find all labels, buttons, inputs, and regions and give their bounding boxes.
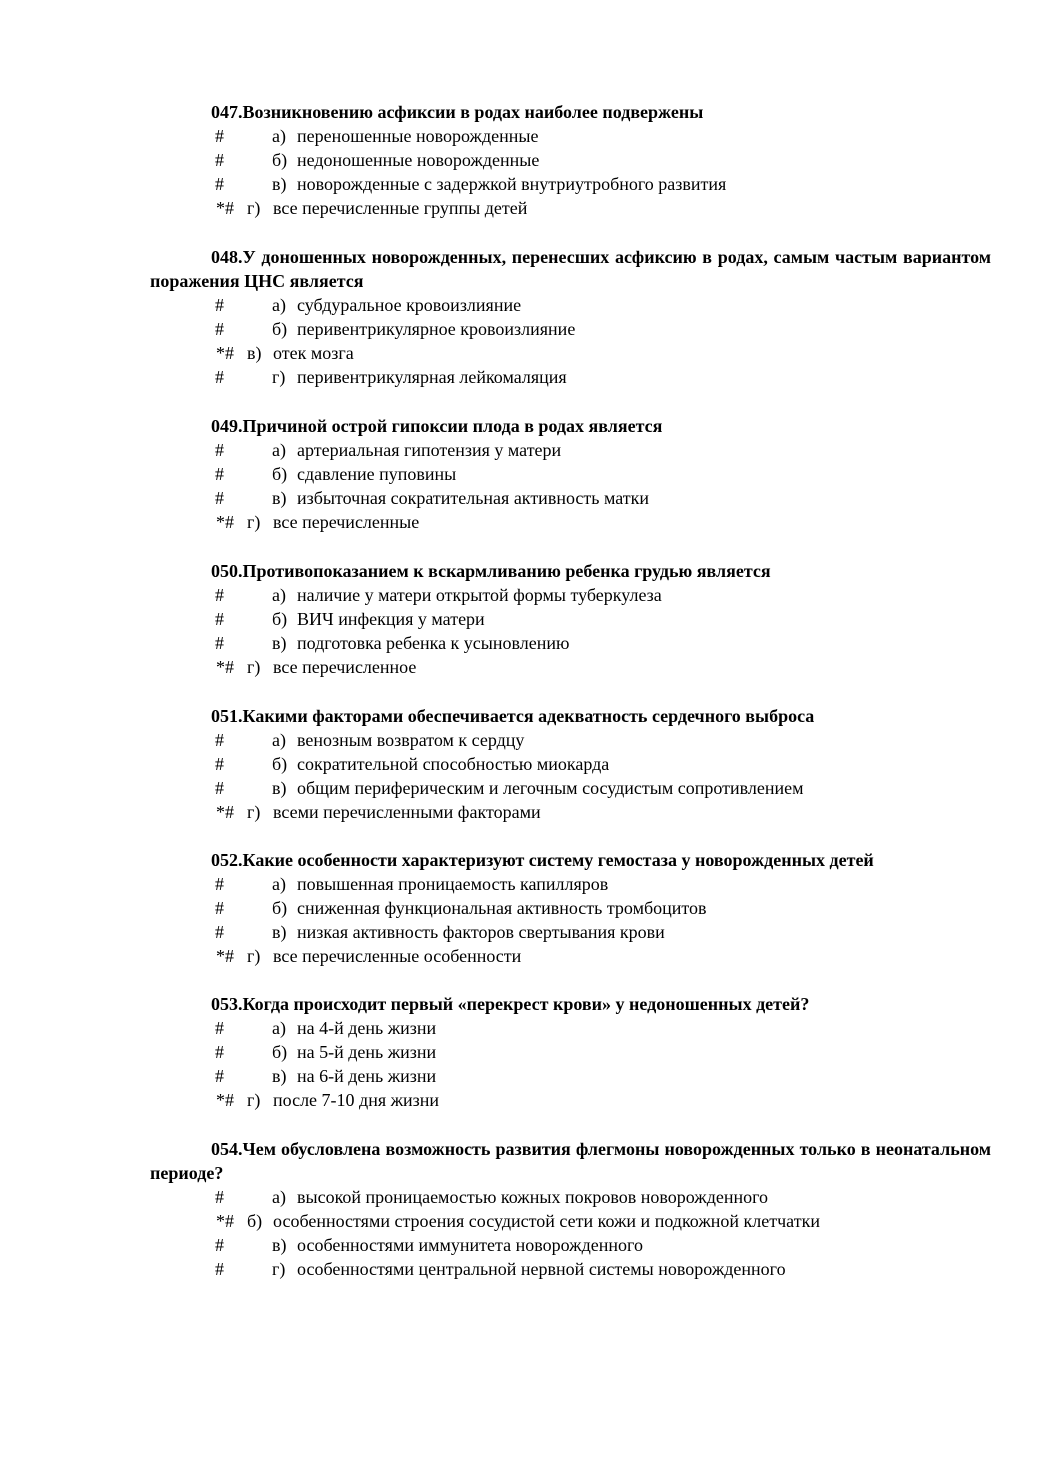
option-text: сдавление пуповины (297, 464, 457, 484)
correct-marker: *# (216, 343, 234, 363)
answer-option-g-correct (0, 800, 1039, 824)
option-marker: # (215, 1066, 224, 1086)
option-text: особенностями иммунитета новорожденного (297, 1235, 643, 1255)
question-number: 050. (211, 561, 243, 581)
option-letter: г) (247, 198, 261, 218)
answer-option-g-correct (0, 510, 1039, 534)
option-marker: # (215, 754, 224, 774)
question-text: Какие особенности характеризуют систему гемостаза у новорожденных детей (242, 850, 874, 870)
option-letter: г) (272, 1259, 286, 1279)
option-text: недоношенные новорожденные (297, 150, 540, 170)
question-title (150, 1137, 991, 1185)
answer-option-g-correct (0, 1088, 1039, 1112)
answer-option-g (0, 1257, 1039, 1281)
option-marker: # (215, 874, 224, 894)
question-053 (0, 992, 1039, 1112)
answer-option-a (0, 1016, 1039, 1040)
option-marker: # (215, 1042, 224, 1062)
question-title (150, 559, 991, 583)
answer-option-a (0, 583, 1039, 607)
answer-option-a (0, 124, 1039, 148)
answer-option-b-correct (0, 1209, 1039, 1233)
question-number: 047. (211, 102, 243, 122)
option-letter: г) (247, 802, 261, 822)
option-text: всеми перечисленными факторами (273, 802, 541, 822)
question-052 (0, 848, 1039, 968)
option-letter: в) (272, 778, 287, 798)
option-text: субдуральное кровоизлияние (297, 295, 522, 315)
correct-marker: *# (216, 802, 234, 822)
answer-option-a (0, 728, 1039, 752)
option-letter: в) (272, 488, 287, 508)
option-letter: а) (272, 585, 286, 605)
option-marker: # (215, 150, 224, 170)
question-text: Когда происходит первый «перекрест крови» у недоношенных детей? (242, 994, 810, 1014)
option-text: перивентрикулярная лейкомаляция (297, 367, 567, 387)
option-text: повышенная проницаемость капилляров (297, 874, 609, 894)
option-marker: # (215, 1018, 224, 1038)
question-050 (0, 559, 1039, 679)
answer-option-a (0, 1185, 1039, 1209)
question-title (150, 848, 991, 872)
option-letter: в) (272, 1066, 287, 1086)
answer-option-g-correct (0, 944, 1039, 968)
option-marker: # (215, 319, 224, 339)
answer-option-g-correct (0, 196, 1039, 220)
answer-options (0, 293, 1039, 389)
option-letter: а) (272, 730, 286, 750)
answer-option-b (0, 896, 1039, 920)
answer-option-g-correct (0, 655, 1039, 679)
option-text: переношенные новорожденные (297, 126, 539, 146)
answer-options (0, 583, 1039, 679)
option-text: все перечисленные группы детей (273, 198, 528, 218)
option-text: новорожденные с задержкой внутриутробного развития (297, 174, 727, 194)
option-marker: # (215, 585, 224, 605)
question-text: Противопоказанием к вскармливанию ребенка грудью является (242, 561, 771, 581)
option-letter: а) (272, 874, 286, 894)
option-text: избыточная сократительная активность матки (297, 488, 649, 508)
correct-marker: *# (216, 198, 234, 218)
question-title (150, 245, 991, 293)
option-marker: # (215, 898, 224, 918)
option-text: перивентрикулярное кровоизлияние (297, 319, 576, 339)
question-number: 049. (211, 416, 243, 436)
answer-option-v (0, 1064, 1039, 1088)
answer-option-b (0, 317, 1039, 341)
answer-options (0, 728, 1039, 824)
answer-option-v (0, 486, 1039, 510)
answer-option-a (0, 293, 1039, 317)
option-marker: # (215, 730, 224, 750)
option-text: на 5-й день жизни (297, 1042, 437, 1062)
question-title (150, 414, 991, 438)
option-marker: # (215, 1187, 224, 1207)
question-title (150, 100, 991, 124)
question-text: Возникновению асфиксии в родах наиболее подвержены (242, 102, 704, 122)
option-letter: в) (272, 1235, 287, 1255)
answer-option-b (0, 607, 1039, 631)
question-054 (0, 1137, 1039, 1281)
option-letter: г) (247, 512, 261, 532)
question-text: Чем обусловлена возможность развития флегмоны новорожденных только в неонатальном периоде? (150, 1139, 991, 1183)
option-text: все перечисленное (273, 657, 417, 677)
answer-options (0, 438, 1039, 534)
option-marker: # (215, 609, 224, 629)
correct-marker: *# (216, 1211, 234, 1231)
option-text: после 7-10 дня жизни (273, 1090, 440, 1110)
answer-options (0, 1185, 1039, 1281)
option-text: подготовка ребенка к усыновлению (297, 633, 570, 653)
option-text: особенностями центральной нервной системы новорожденного (297, 1259, 786, 1279)
option-letter: а) (272, 440, 286, 460)
correct-marker: *# (216, 1090, 234, 1110)
answer-option-b (0, 148, 1039, 172)
option-letter: а) (272, 126, 286, 146)
option-letter: в) (272, 174, 287, 194)
option-marker: # (215, 367, 224, 387)
question-text: Причиной острой гипоксии плода в родах является (242, 416, 663, 436)
answer-option-b (0, 1040, 1039, 1064)
question-047 (0, 100, 1039, 220)
option-text: высокой проницаемостью кожных покровов новорожденного (297, 1187, 769, 1207)
correct-marker: *# (216, 946, 234, 966)
answer-option-b (0, 462, 1039, 486)
option-letter: г) (272, 367, 286, 387)
option-letter: г) (247, 657, 261, 677)
option-marker: # (215, 633, 224, 653)
answer-option-a (0, 872, 1039, 896)
answer-option-v (0, 631, 1039, 655)
option-letter: в) (272, 633, 287, 653)
option-text: отек мозга (273, 343, 354, 363)
option-marker: # (215, 922, 224, 942)
option-marker: # (215, 1235, 224, 1255)
option-text: общим периферическим и легочным сосудистым сопротивлением (297, 778, 804, 798)
question-number: 051. (211, 706, 243, 726)
option-letter: г) (247, 946, 261, 966)
option-text: сократительной способностью миокарда (297, 754, 610, 774)
answer-options (0, 872, 1039, 968)
option-text: все перечисленные особенности (273, 946, 522, 966)
option-marker: # (215, 440, 224, 460)
option-letter: а) (272, 1187, 286, 1207)
option-text: наличие у матери открытой формы туберкулеза (297, 585, 662, 605)
question-title (150, 992, 991, 1016)
option-marker: # (215, 174, 224, 194)
option-text: сниженная функциональная активность тромбоцитов (297, 898, 707, 918)
option-letter: б) (272, 464, 288, 484)
question-number: 048. (211, 247, 243, 267)
question-051 (0, 704, 1039, 824)
option-text: низкая активность факторов свертывания крови (297, 922, 665, 942)
question-title (150, 704, 991, 728)
option-letter: б) (247, 1211, 263, 1231)
option-marker: # (215, 1259, 224, 1279)
option-letter: б) (272, 150, 288, 170)
answer-option-v-correct (0, 341, 1039, 365)
answer-option-b (0, 752, 1039, 776)
answer-option-v (0, 776, 1039, 800)
option-text: венозным возвратом к сердцу (297, 730, 525, 750)
question-number: 053. (211, 994, 243, 1014)
question-text: У доношенных новорожденных, перенесших асфиксию в родах, самым частым вариантом поражения ЦНС является (150, 247, 991, 291)
option-letter: б) (272, 609, 288, 629)
answer-option-v (0, 172, 1039, 196)
option-letter: б) (272, 319, 288, 339)
option-letter: г) (247, 1090, 261, 1110)
question-048 (0, 245, 1039, 389)
option-text: артериальная гипотензия у матери (297, 440, 562, 460)
option-text: на 4-й день жизни (297, 1018, 437, 1038)
answer-option-v (0, 1233, 1039, 1257)
option-text: ВИЧ инфекция у матери (297, 609, 485, 629)
answer-options (0, 1016, 1039, 1112)
option-letter: б) (272, 898, 288, 918)
question-number: 052. (211, 850, 243, 870)
question-049 (0, 414, 1039, 534)
option-letter: а) (272, 1018, 286, 1038)
correct-marker: *# (216, 657, 234, 677)
option-marker: # (215, 778, 224, 798)
option-letter: б) (272, 1042, 288, 1062)
question-number: 054. (211, 1139, 243, 1159)
question-text: Какими факторами обеспечивается адекватность сердечного выброса (242, 706, 815, 726)
answer-option-a (0, 438, 1039, 462)
answer-option-v (0, 920, 1039, 944)
option-text: на 6-й день жизни (297, 1066, 437, 1086)
answer-option-g (0, 365, 1039, 389)
option-letter: а) (272, 295, 286, 315)
option-letter: в) (272, 922, 287, 942)
option-letter: б) (272, 754, 288, 774)
option-text: особенностями строения сосудистой сети кожи и подкожной клетчатки (273, 1211, 820, 1231)
answer-options (0, 124, 1039, 220)
option-text: все перечисленные (273, 512, 420, 532)
option-marker: # (215, 295, 224, 315)
option-marker: # (215, 464, 224, 484)
option-marker: # (215, 126, 224, 146)
correct-marker: *# (216, 512, 234, 532)
option-marker: # (215, 488, 224, 508)
option-letter: в) (247, 343, 262, 363)
